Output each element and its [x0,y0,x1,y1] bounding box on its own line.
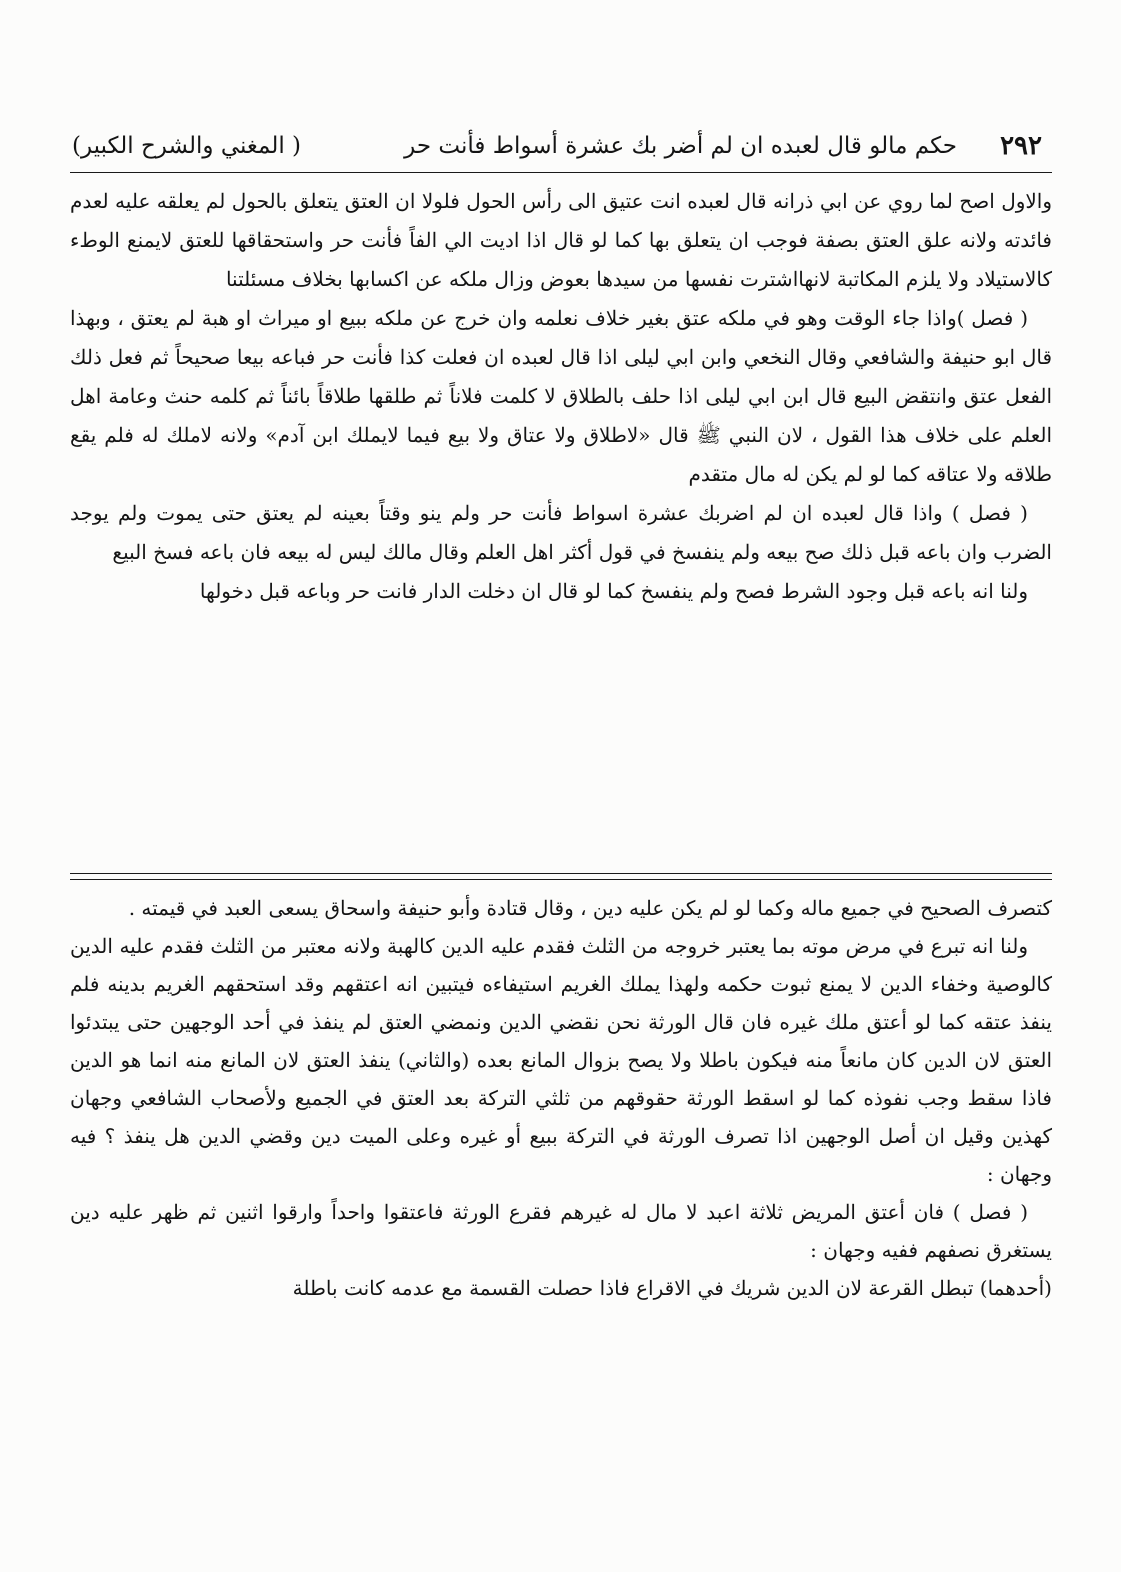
page-header [72,128,1052,164]
main-paragraph: ( فصل ) واذا قال لعبده ان لم اضربك عشرة اسواط فأنت حر ولم ينو وقتاً بعينه لم يعتق حتى يموت ولم يوجد الضرب وان باعه قبل ذلك صح بيعه ولم ينفسخ في قول أكثر اهل العلم وقال مالك ليس له بيعه فان باعه فسخ البيع [70,501,1052,564]
header-divider [70,172,1052,173]
main-text-section [70,182,1052,611]
commentary-paragraph: (أحدهما) تبطل القرعة لان الدين شريك في الاقراع فاذا حصلت القسمة مع عدمه كانت باطلة [292,1276,1052,1300]
running-title: حكم مالو قال لعبده ان لم أضر بك عشرة أسواط فأنت حر [404,133,957,159]
commentary-paragraph: ولنا انه تبرع في مرض موته بما يعتبر خروجه من الثلث فقدم عليه الدين كالهبة ولانه معتبر من الثلث فقدم عليه الدين كالوصية وخفاء الدين لا يمنع ثبوت حكمه ولهذا يملك الغريم استيفاءه فيتبين انه اعتقهم وقد استحقهم الغريم بدينه فلم ينفذ عتقه كما لو أعتق ملك غيره فان قال الورثة نحن نقضي الدين ونمضي العتق لم ينفذ في أحد الوجهين حتى يبتدئوا العتق لان الدين كان مانعاً منه فيكون باطلا ولا يصح بزوال المانع بعده (والثاني) ينفذ العتق لان المانع منه انما هو الدين فاذا سقط وجب نفوذه كما لو اسقط الورثة حقوقهم من ثلثي التركة بعد العتق في الجميع ولأصحاب الشافعي وجهان كهذين وقيل ان أصل الوجهين اذا تصرف الورثة في التركة ببيع أو غيره وعلى الميت دين وقضي الدين هل ينفذ ؟ فيه وجهان : [70,934,1052,1186]
book-title: ( المغني والشرح الكبير) [72,133,302,159]
section-divider-top [70,873,1052,874]
main-paragraph: ( فصل )واذا جاء الوقت وهو في ملكه عتق بغير خلاف نعلمه وان خرج عن ملكه ببيع او ميراث او هبة لم يعتق ، وبهذا قال ابو حنيفة والشافعي وقال النخعي وابن ابي ليلى اذا قال لعبده ان فعلت كذا فأنت حر فباعه بيعا صحيحاً ثم فعل ذلك الفعل عتق وانتقض البيع قال ابن ابي ليلى اذا حلف بالطلاق لا كلمت فلاناً ثم طلقها طلاقاً بائناً ثم كلمه حنث وعامة اهل العلم على خلاف هذا القول ، لان النبي ﷺ قال «لاطلاق ولا عتاق ولا بيع فيما لايملك ابن آدم» ولانه لاملك له فلم يقع طلاقه ولا عتاقه كما لو لم يكن له مال متقدم [70,306,1053,486]
main-paragraph: ولنا انه باعه قبل وجود الشرط فصح ولم ينفسخ كما لو قال ان دخلت الدار فانت حر وباعه قبل دخولها [199,579,1028,603]
commentary-paragraph: ( فصل ) فان أعتق المريض ثلاثة اعبد لا مال له غيرهم فقرع الورثة فاعتقوا واحداً وارقوا اثنين ثم ظهر عليه دين يستغرق نصفهم ففيه وجهان : [70,1200,1052,1262]
section-divider-bottom [70,879,1052,880]
commentary-paragraph: كتصرف الصحيح في جميع ماله وكما لو لم يكن عليه دين ، وقال قتادة وأبو حنيفة واسحاق يسعى العبد في قيمته . [128,896,1052,920]
commentary-text-section [70,889,1052,1307]
main-paragraph: والاول اصح لما روي عن ابي ذرانه قال لعبده انت عتيق الى رأس الحول فلولا ان العتق يتعلق بالحول لم يعلقه عليه لعدم فائدته ولانه علق العتق بصفة فوجب ان يتعلق بها كما لو قال اذا اديت الي الفاً فأنت حر واستحقاقها للعتق لايمنع الوطء كالاستيلاد ولا يلزم المكاتبة لانهااشترت نفسها من سيدها بعوض وزال ملكه عن اكسابها بخلاف مسئلتنا [70,189,1053,291]
page-number: ٢٩٢ [1000,131,1042,161]
